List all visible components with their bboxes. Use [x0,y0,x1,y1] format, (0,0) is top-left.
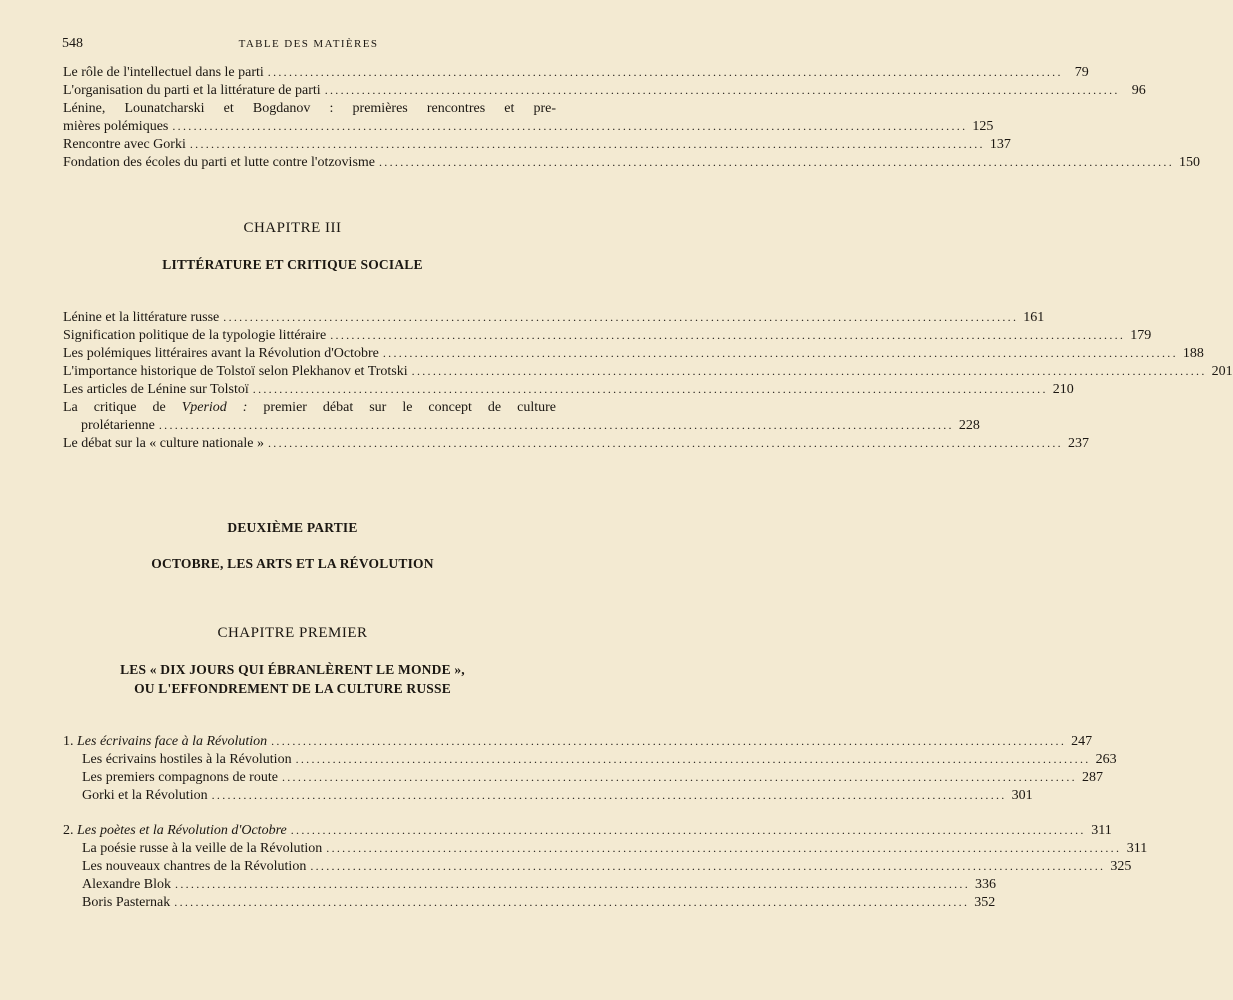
toc-entry [82,787,1033,805]
part-title: OCTOBRE, LES ARTS ET LA RÉVOLUTION [151,556,434,571]
toc-entry-title: Lénine et la littérature russe [63,310,220,325]
chapter-title: LES « DIX JOURS QUI ÉBRANLÈRENT LE MONDE », [120,662,465,677]
toc-entry-title: La poésie russe à la veille de la Révolution [82,841,323,856]
toc-entry [63,345,1204,363]
toc-entry [82,894,996,912]
dot-leader [253,381,1048,399]
toc-entry [63,309,1045,327]
dot-leader [172,118,967,136]
toc-entry [63,136,1011,154]
toc-entry-page: 201 [1211,364,1233,379]
dot-leader [379,154,1174,172]
chapter-heading: CHAPITRE III [243,220,342,236]
toc-entry [63,399,980,434]
chapter-heading: CHAPITRE PREMIER [217,625,368,641]
toc-entry-page: 228 [958,417,980,433]
toc-entry [63,64,1089,82]
toc-entry-page: 263 [1095,752,1117,767]
section-entry [63,733,1093,751]
toc-entry-title: Les premiers compagnons de route [82,770,278,785]
toc-entry-page: 325 [1110,859,1132,874]
toc-entry-page: 352 [974,895,996,910]
toc-entry [63,363,1233,381]
toc-entry-page: 125 [972,118,994,134]
toc-entry-title: Le rôle de l'intellectuel dans le parti [63,65,264,80]
toc-entry-page: 188 [1182,346,1204,361]
chapter-title: LITTÉRATURE ET CRITIQUE SOCIALE [162,257,423,272]
toc-entry-title: Les polémiques littéraires avant la Révolution d'Octobre [63,346,379,361]
toc-entry [63,82,1146,100]
dot-leader [174,894,969,912]
toc-entry-page: 287 [1081,770,1103,785]
toc-entry-page: 210 [1052,382,1074,397]
dot-leader [271,733,1066,751]
dot-leader [268,64,1063,82]
toc-entry [63,327,1152,345]
toc-entry-title: Fondation des écoles du parti et lutte contre l'otzovisme [63,155,375,170]
dot-leader [159,417,954,435]
dot-leader [175,876,970,894]
toc-entry-title: Rencontre avec Gorki [63,137,186,152]
dot-leader [223,309,1018,327]
toc-entry [63,154,1200,172]
toc-entry-page: 311 [1126,841,1148,856]
toc-entry-page: 179 [1130,328,1152,343]
dot-leader [268,435,1063,453]
toc-entry-title: Signification politique de la typologie littéraire [63,328,327,343]
toc-entry [63,381,1074,399]
section-page: 247 [1071,734,1093,749]
dot-leader [383,345,1178,363]
page-header [62,36,555,56]
dot-leader [212,787,1007,805]
dot-leader [310,858,1105,876]
dot-leader [412,363,1207,381]
toc-entry-page: 79 [1074,65,1089,80]
toc-entry-title: Les écrivains hostiles à la Révolution [82,752,292,767]
toc-entry-title: Boris Pasternak [82,895,171,910]
dot-leader [190,136,985,154]
section-title: Les écrivains face à la Révolution [77,734,268,749]
section-number: 2. [63,823,74,838]
toc-entry-page: 137 [989,137,1011,152]
toc-entry-title: Les articles de Lénine sur Tolstoï [63,382,249,397]
toc-entry-title: Les nouveaux chantres de la Révolution [82,859,307,874]
toc-entry-title-continued: mières polémiques [63,118,169,134]
dot-leader [282,769,1077,787]
toc-entry-page: 150 [1179,155,1200,170]
section-page: 311 [1091,823,1112,838]
toc-entry-page: 161 [1023,310,1045,325]
toc-entry-title: La critique de Vperiod : premier débat sur le concept de culture [63,400,556,415]
running-title: TABLE DES MATIÈRES [238,38,379,50]
toc-entry-page: 336 [975,877,997,892]
dot-leader [296,751,1091,769]
toc-entry [82,858,1132,876]
toc-entry-title: Lénine, Lounatcharski et Bogdanov : premières rencontres et pre- [63,101,556,116]
part-heading: DEUXIÈME PARTIE [227,520,358,535]
toc-entry-title: Alexandre Blok [82,877,172,892]
section-title: Les poètes et la Révolution d'Octobre [77,823,287,838]
dot-leader [326,840,1121,858]
dot-leader [291,822,1086,840]
toc-entry-page: 237 [1067,436,1089,451]
page-number: 548 [62,36,83,51]
section-entry [63,822,1112,840]
toc-entry-title-continued: prolétarienne [81,417,155,433]
toc-entry-title: L'importance historique de Tolstoï selon Plekhanov et Trotski [63,364,408,379]
toc-entry-page: 96 [1131,83,1146,98]
toc-entry [82,840,1148,858]
toc-entry [82,769,1103,787]
toc-entry [82,876,997,894]
chapter-title-line2: OU L'EFFONDREMENT DE LA CULTURE RUSSE [134,681,451,696]
toc-entry [82,751,1117,769]
toc-entry-title: L'organisation du parti et la littérature de parti [63,83,321,98]
dot-leader [330,327,1125,345]
journal-title: Vperiod : [181,400,248,415]
toc-entry-title: Gorki et la Révolution [82,788,208,803]
section-number: 1. [63,734,74,749]
toc-entry-title: Le débat sur la « culture nationale » [63,436,264,451]
toc-entry-page: 301 [1011,788,1033,803]
toc-entry [63,435,1089,453]
dot-leader [325,82,1120,100]
toc-entry [63,100,994,135]
